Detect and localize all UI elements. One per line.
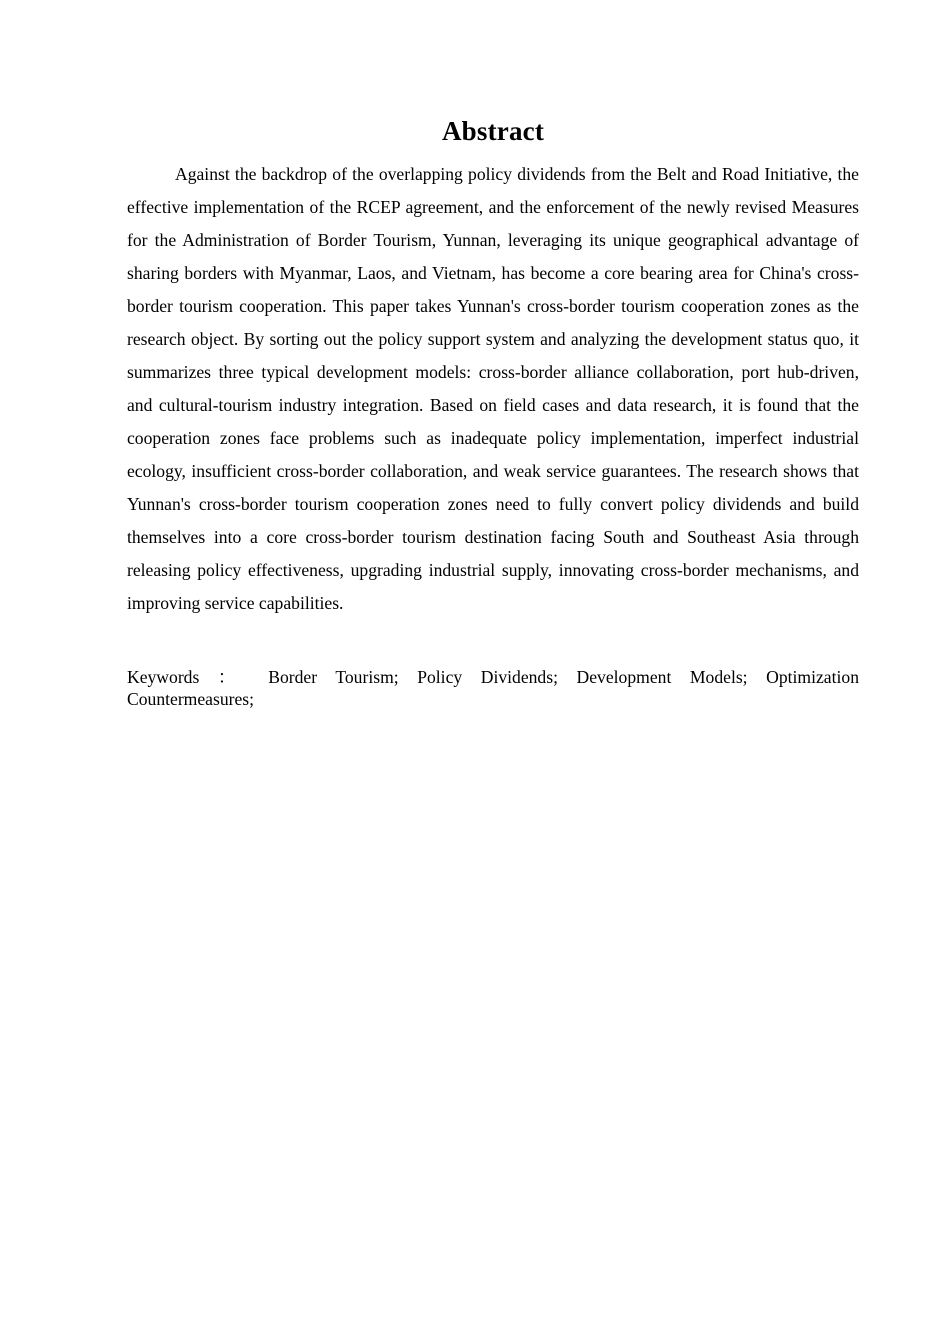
keywords-line: Keywords ： Border Tourism; Policy Dividends; Development Models; Optimization Countermeasures; — [127, 667, 859, 709]
abstract-body: Against the backdrop of the overlapping policy dividends from the Belt and Road Initiative, the effective implementation of the RCEP agreement, and the enforcement of the newly revised Measures for the Administration of Border Tourism, Yunnan, leveraging its unique geographical advantage of sharing borders with Myanmar, Laos, and Vietnam, has become a core bearing area for China's cross-border tourism cooperation. This paper takes Yunnan's cross-border tourism cooperation zones as the research object. By sorting out the policy support system and analyzing the development status quo, it summarizes three typical development models: cross-border alliance collaboration, port hub-driven, and cultural-tourism industry integration. Based on field cases and data research, it is found that the cooperation zones face problems such as inadequate policy implementation, imperfect industrial ecology, insufficient cross-border collaboration, and weak service guarantees. The research shows that Yunnan's cross-border tourism cooperation zones need to fully convert policy dividends and build themselves into a core cross-border tourism destination facing South and Southeast Asia through releasing policy effectiveness, upgrading industrial supply, innovating cross-border mechanisms, and improving service capabilities. — [127, 164, 859, 613]
abstract-page — [127, 112, 859, 710]
abstract-title: Abstract — [441, 116, 545, 146]
